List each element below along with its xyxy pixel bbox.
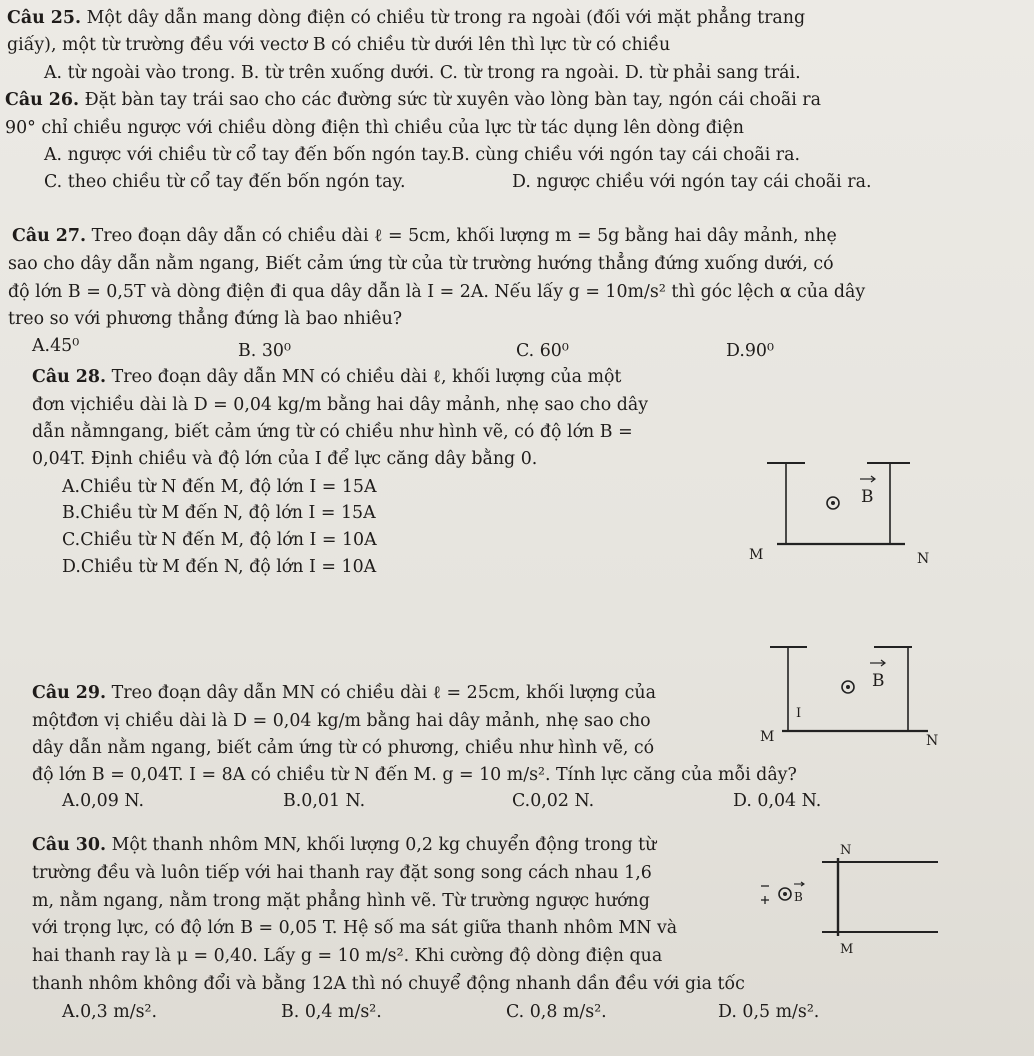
q30-line-5: hai thanh ray là μ = 0,40. Lấy g = 10 m/s². Khi cường độ dòng điện qua (32, 946, 663, 966)
q26-line-1: Câu 26. Đặt bàn tay trái sao cho các đường sức từ xuyên vào lòng bàn tay, ngón cái choãi ra (5, 90, 821, 110)
q27-line-1: Câu 27. Treo đoạn dây dẫn có chiều dài ℓ = 5cm, khối lượng m = 5g bằng hai dây mảnh, nhẹ (12, 226, 837, 246)
q30-number: Câu 30. (32, 835, 107, 855)
q30-line-4: với trọng lực, có độ lớn B = 0,05 T. Hệ số ma sát giữa thanh nhôm MN và (32, 918, 678, 938)
q28-line-1: Câu 28. Treo đoạn dây dẫn MN có chiều dài ℓ, khối lượng của một (32, 367, 622, 387)
q28-option-b: B.Chiều từ M đến N, độ lớn I = 15A (62, 503, 376, 523)
q26-option-ab: A. ngược với chiều từ cổ tay đến bốn ngón tay.B. cùng chiều với ngón tay cái choãi ra. (44, 145, 800, 165)
q25-line-2: giấy), một từ trường đều với vectơ B có chiều từ dưới lên thì lực từ có chiều (7, 35, 671, 55)
q29-label-n: N (926, 733, 939, 749)
q30-figure (752, 840, 940, 965)
q30-line-3: m, nằm ngang, nằm trong mặt phẳng hình vẽ. Từ trường ngược hướng (32, 891, 650, 911)
q28-option-c: C.Chiều từ N đến M, độ lớn I = 10A (62, 530, 377, 550)
q29-line-3: dây dẫn nằm ngang, biết cảm ứng từ có phương, chiều như hình vẽ, có (32, 738, 655, 758)
q29-option-d: D. 0,04 N. (733, 791, 822, 811)
q30-option-c: C. 0,8 m/s². (506, 1002, 607, 1022)
q29-option-b: B.0,01 N. (283, 791, 366, 811)
q28-line-2: đơn vịchiều dài là D = 0,04 kg/m bằng hai dây mảnh, nhẹ sao cho dây (32, 395, 649, 415)
q25-options: A. từ ngoài vào trong. B. từ trên xuống dưới. C. từ trong ra ngoài. D. từ phải sang trái. (44, 63, 801, 83)
q27-option-b: B. 30⁰ (238, 341, 291, 361)
q29-label-m: M (760, 729, 775, 745)
q25-number: Câu 25. (7, 8, 82, 28)
q28-label-m: M (749, 547, 764, 563)
q28-number: Câu 28. (32, 367, 107, 387)
q27-line-3: độ lớn B = 0,5T và dòng điện đi qua dây dẫn là I = 2A. Nếu lấy g = 10m/s² thì góc lệch α của dây (8, 282, 866, 302)
q27-option-a: A.45⁰ (32, 336, 80, 356)
q28-label-b: B (861, 487, 874, 507)
q30-line-6: thanh nhôm không đổi và bằng 12A thì nó chuyể động nhanh dần đều với gia tốc (32, 974, 745, 994)
q28-line-3: dẫn nằmngang, biết cảm ứng từ có chiều như hình vẽ, có độ lớn B = (32, 422, 633, 442)
q29-line-1: Câu 29. Treo đoạn dây dẫn MN có chiều dài ℓ = 25cm, khối lượng của (32, 683, 656, 703)
q27-option-c: C. 60⁰ (516, 341, 569, 361)
q30-label-m: M (840, 942, 854, 957)
q29-line-4: độ lớn B = 0,04T. I = 8A có chiều từ N đến M. g = 10 m/s². Tính lực căng của mỗi dây? (32, 765, 797, 785)
q26-option-c: C. theo chiều từ cổ tay đến bốn ngón tay. (44, 172, 406, 192)
q29-option-c: C.0,02 N. (512, 791, 595, 811)
q30-line-2: trường đều và luôn tiếp với hai thanh ray đặt song song cách nhau 1,6 (32, 863, 652, 883)
q30-option-b: B. 0,4 m/s². (281, 1002, 382, 1022)
q29-option-a: A.0,09 N. (62, 791, 144, 811)
q29-label-b: B (872, 671, 885, 691)
q29-number: Câu 29. (32, 683, 107, 703)
q27-line-2: sao cho dây dẫn nằm ngang, Biết cảm ứng từ của từ trường hướng thẳng đứng xuống dưới, có (8, 254, 834, 274)
q30-line-1: Câu 30. Một thanh nhôm MN, khối lượng 0,2 kg chuyển động trong từ (32, 835, 657, 855)
q28-label-n: N (917, 551, 930, 567)
q28-line-4: 0,04T. Định chiều và độ lớn của I để lực căng dây bằng 0. (32, 449, 538, 469)
q30-option-d: D. 0,5 m/s². (718, 1002, 820, 1022)
q27-option-d: D.90⁰ (726, 341, 774, 361)
q28-option-d: D.Chiều từ M đến N, độ lớn I = 10A (62, 557, 377, 577)
q27-line-4: treo so với phương thẳng đứng là bao nhiêu? (8, 309, 403, 329)
q30-option-a: A.0,3 m/s². (62, 1002, 158, 1022)
q26-number: Câu 26. (5, 90, 80, 110)
q29-label-i: I (796, 706, 802, 721)
q26-option-d: D. ngược chiều với ngón tay cái choãi ra. (512, 172, 872, 192)
q26-line-2: 90° chỉ chiều ngược với chiều dòng điện thì chiều của lực từ tác dụng lên dòng điện (5, 118, 744, 138)
q25-line-1: Câu 25. Một dây dẫn mang dòng điện có chiều từ trong ra ngoài (đối với mặt phẳng trang (7, 8, 806, 28)
q30-label-n: N (840, 843, 852, 858)
q29-figure (752, 641, 952, 751)
q28-option-a: A.Chiều từ N đến M, độ lớn I = 15A (62, 477, 377, 497)
q27-number: Câu 27. (12, 226, 87, 246)
q28-figure (745, 455, 930, 570)
q29-line-2: mộtđơn vị chiều dài là D = 0,04 kg/m bằng hai dây mảnh, nhẹ sao cho (32, 711, 651, 731)
q30-label-b: B (794, 890, 803, 904)
